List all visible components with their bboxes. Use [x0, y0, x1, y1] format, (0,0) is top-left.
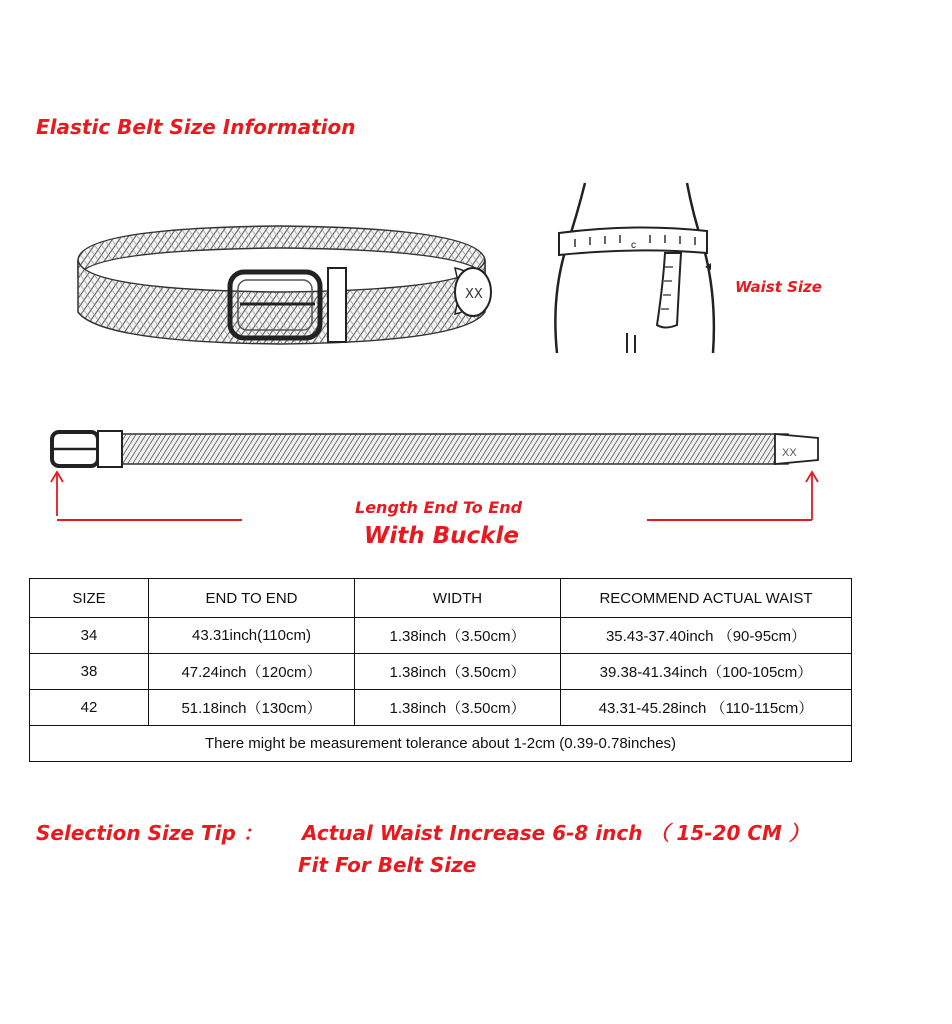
coiled-belt-illustration	[70, 220, 500, 350]
table-row	[30, 618, 852, 654]
cell-width: 1.38inch（3.50cm）	[355, 654, 561, 690]
belt-tag-text: XX	[465, 287, 483, 302]
cell-waist: 39.38-41.34inch（100-105cm）	[561, 654, 852, 690]
table-note-row	[30, 726, 852, 762]
cell-waist: 35.43-37.40inch （90-95cm）	[561, 618, 852, 654]
selection-tip-text-2: Fit For Belt Size	[298, 853, 477, 877]
table-row	[30, 690, 852, 726]
header-recommend-waist: RECOMMEND ACTUAL WAIST	[561, 579, 852, 618]
selection-tip-label: Selection Size Tip ：	[36, 821, 263, 845]
tolerance-note: There might be measurement tolerance about 1-2cm (0.39-0.78inches)	[30, 726, 852, 762]
table-row	[30, 654, 852, 690]
cell-size: 34	[30, 618, 149, 654]
cell-end-to-end: 51.18inch（130cm）	[149, 690, 355, 726]
with-buckle-label: With Buckle	[364, 523, 519, 549]
selection-tip-text: Actual Waist Increase 6-8 inch （ 15-20 CM ）	[302, 821, 809, 845]
cell-width: 1.38inch（3.50cm）	[355, 690, 561, 726]
length-end-to-end-label: Length End To End	[355, 498, 523, 517]
page-title: Elastic Belt Size Information	[36, 115, 356, 139]
cell-end-to-end: 47.24inch（120cm）	[149, 654, 355, 690]
header-width: WIDTH	[355, 579, 561, 618]
header-end-to-end: END TO END	[149, 579, 355, 618]
waist-measure-illustration	[545, 175, 725, 360]
size-table	[29, 578, 852, 762]
cell-size: 42	[30, 690, 149, 726]
header-size: SIZE	[30, 579, 149, 618]
cell-end-to-end: 43.31inch(110cm)	[149, 618, 355, 654]
table-header-row	[30, 579, 852, 618]
svg-text:c: c	[631, 240, 636, 251]
cell-size: 38	[30, 654, 149, 690]
cell-width: 1.38inch（3.50cm）	[355, 618, 561, 654]
belt-tag-text: XX	[782, 447, 797, 459]
waist-size-label: Waist Size	[735, 278, 822, 296]
cell-waist: 43.31-45.28inch （110-115cm）	[561, 690, 852, 726]
